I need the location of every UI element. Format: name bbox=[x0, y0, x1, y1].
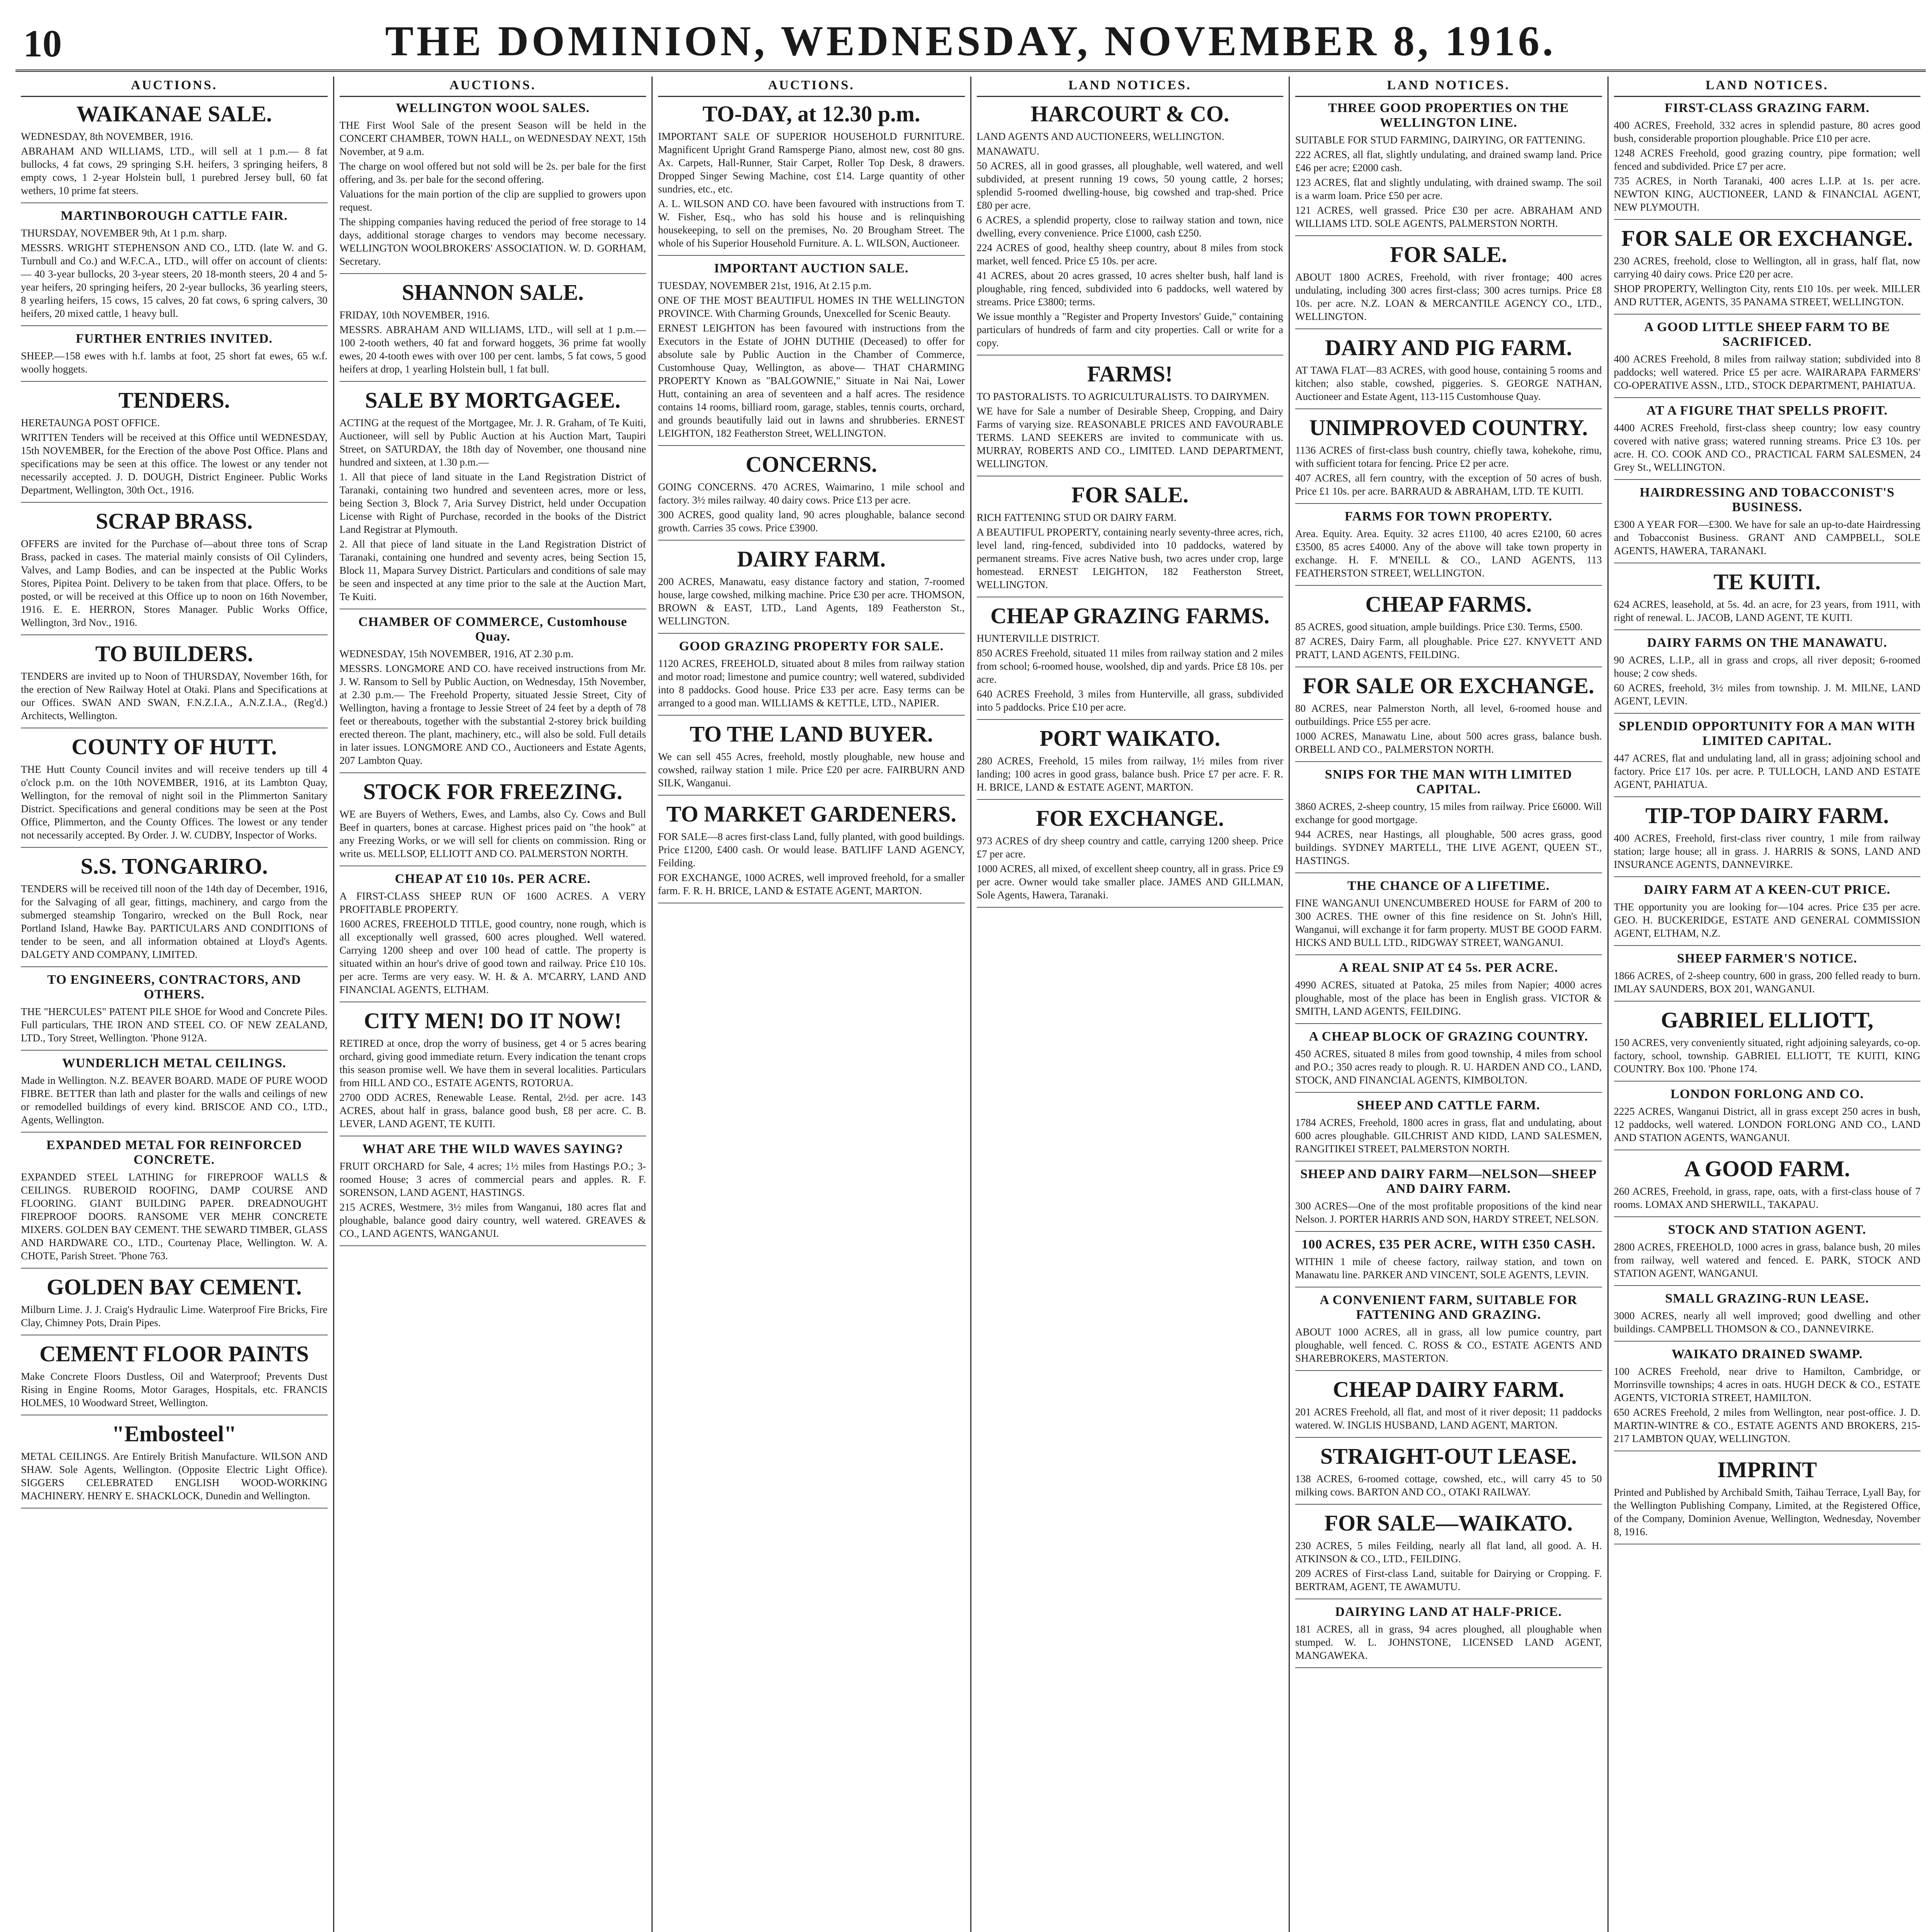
ad-heading: EXPANDED METAL FOR REINFORCED CONCRETE. bbox=[46, 1138, 302, 1167]
ad-heading: LONDON FORLONG AND CO. bbox=[1670, 1087, 1864, 1101]
ad-text: THE First Wool Sale of the present Season will be held in the CONCERT CHAMBER, TOWN HALL, on WEDNESDAY NEXT, 15th November, at 9 a.m. bbox=[339, 119, 646, 157]
ad-text: 150 ACRES, very conveniently situated, right adjoining saleyards, co-op. factory, school, township. GABRIEL ELLIOTT, TE KUITI, KING COUNTRY. Box 100. 'Phone 174. bbox=[1614, 1037, 1920, 1075]
advertisement bbox=[1614, 1347, 1921, 1451]
ad-text: 121 ACRES, well grassed. Price £30 per acre. ABRAHAM AND WILLIAMS LTD. SOLE AGENTS, PALMERSTON NORTH. bbox=[1295, 204, 1602, 229]
ad-text: 50 ACRES, all in good grasses, all ploughable, well watered, and well subdivided, at present running 19 cows, 50 young cattle, 2 horses; splendid 5-roomed dwelling-house, big cowshed and trap-shed. Price £80 per acre. bbox=[976, 160, 1283, 211]
advertisement bbox=[21, 1056, 328, 1133]
ad-heading: A REAL SNIP AT £4 5s. PER ACRE. bbox=[1339, 961, 1558, 975]
ad-text: 181 ACRES, all in grass, 94 acres ploughed, all ploughable when stumped. W. L. JOHNSTONE, LICENSED LAND AGENT, MANGAWEKA. bbox=[1295, 1623, 1602, 1661]
advertisement bbox=[340, 279, 646, 382]
ad-text: IMPORTANT SALE OF SUPERIOR HOUSEHOLD FURNITURE. Magnificent Upright Grand Ramsperge Piano, almost new, cost 80 gns. Ax. Carpets, Hall-Runner, Stair Carpet, Roller Top Desk, 8 drawers. Dropped Singer Sewing Machine, cost £14. Large quantity of other sundries, etc., etc. bbox=[658, 131, 965, 195]
advertisement bbox=[1295, 1167, 1602, 1232]
ad-text: 400 ACRES, Freehold, 332 acres in splendid pasture, 80 acres good bush, considerable proportion ploughable. Price £10 per acre. bbox=[1614, 119, 1920, 144]
ad-heading: WHAT ARE THE WILD WAVES SAYING? bbox=[362, 1142, 623, 1156]
ad-text: 6 ACRES, a splendid property, close to railway station and town, nice dwelling, every convenience. Price £1000, cash £250. bbox=[976, 214, 1283, 239]
advertisement bbox=[21, 332, 328, 382]
ad-text: WEDNESDAY, 8th NOVEMBER, 1916. bbox=[21, 131, 193, 142]
ad-text: SHEEP.—158 ewes with h.f. lambs at foot, 25 short fat ewes, 65 w.f. woolly hoggets. bbox=[21, 350, 328, 375]
advertisement bbox=[1295, 242, 1602, 329]
advertisement bbox=[1614, 485, 1921, 563]
ad-text: WE have for Sale a number of Desirable Sheep, Cropping, and Dairy Farms of varying size. REASONABLE PRICES AND FAVOURABLE TERMS. LAND SEEKERS are invited to communicate with us. MURRAY, ROBERTS AND CO., LIMITED. LAND DEPARTMENT, WELLINGTON. bbox=[976, 405, 1283, 469]
ad-text: 87 ACRES, Dairy Farm, all ploughable. Price £27. KNYVETT AND PRATT, LAND AGENTS, FEILDING. bbox=[1295, 636, 1602, 660]
advertisement bbox=[340, 101, 646, 274]
advertisement bbox=[658, 546, 965, 634]
advertisement bbox=[1614, 1087, 1921, 1150]
ad-text: 230 ACRES, freehold, close to Wellington, all in grass, half flat, now carrying 40 dairy cows. Price £20 per acre. bbox=[1614, 255, 1920, 280]
ad-text: 260 ACRES, Freehold, in grass, rape, oats, with a first-class house of 7 rooms. LOMAX AND SHERWILL, TAKAPAU. bbox=[1614, 1185, 1920, 1210]
advertisement bbox=[658, 721, 965, 796]
ad-heading: "Embosteel" bbox=[112, 1421, 236, 1446]
ad-text: A. L. WILSON AND CO. have been favoured with instructions from T. W. Fisher, Esq., who has sold his house and is relinquishing housekeeping, to sell on the premises, No. 20 Brougham Street. The whole of his Superior Household Furniture. A. L. WILSON, Auctioneer. bbox=[658, 198, 965, 249]
ad-text: SUITABLE FOR STUD FARMING, DAIRYING, OR FATTENING. bbox=[1295, 134, 1585, 146]
ad-heading: HARCOURT & CO. bbox=[1031, 101, 1230, 126]
ad-text: 1866 ACRES, of 2-sheep country, 600 in grass, 200 felled ready to burn. IMLAY SAUNDERS, BOX 201, WANGANUI. bbox=[1614, 970, 1920, 995]
advertisement bbox=[977, 361, 1284, 476]
ad-heading: HAIRDRESSING AND TOBACCONIST'S BUSINESS. bbox=[1639, 485, 1895, 514]
ad-heading: DAIRYING LAND AT HALF-PRICE. bbox=[1335, 1605, 1562, 1619]
ad-heading: FOR SALE OR EXCHANGE. bbox=[1621, 226, 1913, 251]
advertisement bbox=[1614, 719, 1921, 797]
ad-heading: TIP-TOP DAIRY FARM. bbox=[1645, 803, 1889, 828]
advertisement bbox=[658, 639, 965, 716]
ad-text: 100 ACRES Freehold, near drive to Hamilton, Cambridge, or Morrinsville townships; 4 acres in oats. HUGH DECK & CO., ESTATE AGENTS, VICTORIA STREET, HAMILTON. bbox=[1614, 1366, 1920, 1403]
column-3 bbox=[653, 77, 971, 1932]
ad-heading: FOR SALE. bbox=[1071, 482, 1189, 507]
ad-text: 1. All that piece of land situate in the Land Registration District of Taranaki, containing two hundred and seventeen acres, more or less, being Section 3, Block 7, Aria Survey District, held under Occupation License with Right of Purchase, recorded in the books of the District Land Registrar at Plymouth. bbox=[339, 471, 646, 535]
ad-text: RETIRED at once, drop the worry of business, get 4 or 5 acres bearing orchard, giving good immediate return. Every indication the tenant crops this season promise well. We have them in several localities. Particulars from HILL AND CO., ESTATE AGENTS, ROTORUA. bbox=[339, 1037, 646, 1088]
ad-text: 224 ACRES of good, healthy sheep country, about 8 miles from stock market, well fenced. Price £5 10s. per acre. bbox=[976, 242, 1283, 267]
ad-text: WE are Buyers of Wethers, Ewes, and Lambs, also Cy. Cows and Bull Beef in quarters, bones at carcase. Highest prices paid on "the hook" at any Freezing Works, or we will sell for clients on commission. Ring or write us. MELLSOP, ELLIOTT AND CO. PALMERSTON NORTH. bbox=[339, 808, 646, 859]
ad-text: SHOP PROPERTY, Wellington City, rents £10 10s. per week. MILLER AND RUTTER, AGENTS, 35 PANAMA STREET, WELLINGTON. bbox=[1614, 283, 1920, 308]
ad-heading: MARTINBOROUGH CATTLE FAIR. bbox=[61, 209, 288, 223]
advertisement bbox=[1295, 591, 1602, 667]
advertisement bbox=[977, 725, 1284, 800]
ad-heading: GABRIEL ELLIOTT, bbox=[1661, 1007, 1874, 1032]
ad-heading: TO-DAY, at 12.30 p.m. bbox=[702, 101, 920, 126]
ad-heading: STRAIGHT-OUT LEASE. bbox=[1320, 1444, 1577, 1469]
ad-heading: SCRAP BRASS. bbox=[95, 509, 253, 534]
column-header: LAND NOTICES. bbox=[977, 77, 1284, 97]
ad-heading: A CHEAP BLOCK OF GRAZING COUNTRY. bbox=[1309, 1029, 1588, 1044]
advertisement bbox=[1614, 403, 1921, 480]
ad-heading: A GOOD FARM. bbox=[1684, 1156, 1850, 1181]
column-2 bbox=[334, 77, 653, 1932]
ad-text: FRIDAY, 10th NOVEMBER, 1916. bbox=[339, 309, 490, 321]
advertisement bbox=[21, 508, 328, 635]
advertisement bbox=[21, 209, 328, 326]
ad-heading: FARMS! bbox=[1087, 361, 1173, 386]
column-1 bbox=[15, 77, 334, 1932]
ad-text: 1000 ACRES, all mixed, of excellent sheep country, all in grass. Price £9 per acre. Owner would take smaller place. JAMES AND GILLMAN, Sole Agents, Hawera, Taranaki. bbox=[976, 863, 1283, 901]
advertisement bbox=[340, 387, 646, 609]
column-header: AUCTIONS. bbox=[658, 77, 965, 97]
ad-text: 3860 ACRES, 2-sheep country, 15 miles from railway. Price £6000. Will exchange for good mortgage. bbox=[1295, 801, 1602, 825]
ad-heading: 100 ACRES, £35 PER ACRE, WITH £350 CASH. bbox=[1301, 1237, 1596, 1252]
ad-text: 450 ACRES, situated 8 miles from good township, 4 miles from school and P.O.; 350 acres ready to plough. R. U. HARDEN AND CO., LAND, STOCK, AND FINANCIAL AGENTS, KIMBOLTON. bbox=[1295, 1048, 1602, 1086]
advertisement bbox=[1614, 1291, 1921, 1342]
ad-text: THURSDAY, NOVEMBER 9th, At 1 p.m. sharp. bbox=[21, 227, 227, 239]
advertisement bbox=[1295, 1376, 1602, 1438]
ad-heading: SHANNON SALE. bbox=[401, 280, 584, 305]
advertisement bbox=[1295, 879, 1602, 955]
ad-text: MESSRS. LONGMORE AND CO. have received instructions from Mr. J. W. Ransom to Sell by Public Auction, on Wednesday, 15th November, at 2.30 p.m.— The Freehold Property, situated Jessie Street, City of Wellington, having a frontage to Jessie Street of 24 feet by a depth of 78 feet or thereabouts, together with the substantial 2-storey brick building erected thereon. The plant, machinery, etc., will also be sold. Full details in later issues. LONGMORE AND CO., Auctioneers and Estate Agents, 207 Lambton Quay. bbox=[339, 663, 646, 766]
ad-text: 2800 ACRES, FREEHOLD, 1000 acres in grass, balance bush, 20 miles from railway, well watered and fenced. E. PARK, STOCK AND STATION AGENT, WANGANUI. bbox=[1614, 1241, 1920, 1279]
ad-text: AT TAWA FLAT—83 ACRES, with good house, containing 5 rooms and kitchen; also stable, cowshed, piggeries. S. GEORGE NATHAN, Auctioneer and Estate Agent, 113-115 Customhouse Quay. bbox=[1295, 364, 1602, 402]
ad-heading: TO THE LAND BUYER. bbox=[689, 721, 933, 747]
ad-text: GOING CONCERNS. 470 ACRES, Waimarino, 1 mile school and factory. 3½ miles railway. 40 dairy cows. Price £13 per acre. bbox=[658, 481, 965, 506]
advertisement bbox=[977, 805, 1284, 908]
ad-text: 1000 ACRES, Manawatu Line, about 500 acres grass, balance bush. ORBELL AND CO., PALMERSTON NORTH. bbox=[1295, 730, 1602, 755]
page-number: 10 bbox=[23, 22, 62, 65]
ad-heading: AT A FIGURE THAT SPELLS PROFIT. bbox=[1646, 403, 1888, 418]
ad-text: METAL CEILINGS. Are Entirely British Manufacture. WILSON AND SHAW. Sole Agents, Wellington. (Opposite Electric Light Office). SIGGERS CELEBRATED ENGLISH WOOD-WORKING MACHINERY. HENRY E. SHACKLOCK, Dunedin and Wellington. bbox=[21, 1451, 328, 1502]
column-5 bbox=[1290, 77, 1609, 1932]
advertisement bbox=[21, 1274, 328, 1335]
advertisement bbox=[1295, 1510, 1602, 1599]
ad-text: 222 ACRES, all flat, slightly undulating, and drained swamp land. Price £46 per acre; £2000 cash. bbox=[1295, 149, 1602, 173]
advertisement bbox=[977, 482, 1284, 597]
ad-text: A BEAUTIFUL PROPERTY, containing nearly seventy-three acres, rich, level land, ring-fenced, subdivided into 10 paddocks, watered by permanent streams. Five acres Native bush, two acres under crop, large homestead. ERNEST LEIGHTON, 182 Featherston Street, WELLINGTON. bbox=[976, 526, 1283, 590]
ad-text: WRITTEN Tenders will be received at this Office until WEDNESDAY, 15th NOVEMBER, for the Erection of the above Post Office. Plans and specifications may be seen at this office. The lowest or any tender not necessarily accepted. J. D. DOUGH, District Engineer. Public Works Department, Wellington, 30th Oct., 1916. bbox=[21, 432, 328, 496]
advertisement bbox=[21, 641, 328, 728]
advertisement bbox=[1614, 1156, 1921, 1217]
ad-text: LAND AGENTS AND AUCTIONEERS, WELLINGTON. bbox=[976, 131, 1225, 142]
ad-text: FINE WANGANUI UNENCUMBERED HOUSE for FARM of 200 to 300 ACRES. THE owner of this fine residence on St. John's Hill, Wanganui, will exchange it for farm property. MUST BE GOOD FARM. HICKS AND BULL LTD., RIDGWAY STREET, WANGANUI. bbox=[1295, 897, 1602, 948]
ad-heading: IMPRINT bbox=[1717, 1457, 1817, 1482]
ad-heading: DAIRY AND PIG FARM. bbox=[1325, 335, 1572, 360]
ad-text: 650 ACRES Freehold, 2 miles from Wellington, near post-office. J. D. MARTIN-WINTRE & CO., ESTATE AGENTS AND BROKERS, 215-217 LAMBTON QUAY, WELLINGTON. bbox=[1614, 1406, 1920, 1444]
advertisement bbox=[658, 451, 965, 541]
ad-heading: CHEAP AT £10 10s. PER ACRE. bbox=[395, 872, 591, 886]
advertisement bbox=[340, 779, 646, 866]
ad-text: EXPANDED STEEL LATHING for FIREPROOF WALLS & CEILINGS. RUBEROID ROOFING, DAMP COURSE AND FLOORING. GIANT BUILDING PAPER. DREADNOUGHT FIREPROOF DOORS. RANSOME VER MEHR CONCRETE MIXERS. GOLDEN BAY CEMENT. THE SEWARD TIMBER, GLASS AND HARDWARE CO., LTD., Courtenay Place, Wellington. W. A. CHOTE, Parish Street. 'Phone 763. bbox=[21, 1171, 328, 1262]
ad-heading: FOR SALE. bbox=[1390, 242, 1507, 267]
ad-heading: WAIKATO DRAINED SWAMP. bbox=[1671, 1347, 1863, 1361]
ad-heading: CONCERNS. bbox=[745, 452, 877, 477]
ad-text: 80 ACRES, near Palmerston North, all level, 6-roomed house and outbuildings. Price £55 per acre. bbox=[1295, 702, 1602, 727]
advertisement bbox=[340, 872, 646, 1002]
ad-text: 201 ACRES Freehold, all flat, and most of it river deposit; 11 paddocks watered. W. INGLIS HUSBAND, LAND AGENT, MARTON. bbox=[1295, 1406, 1602, 1431]
advertisement bbox=[1614, 883, 1921, 946]
advertisement bbox=[1295, 1293, 1602, 1371]
column-6 bbox=[1609, 77, 1926, 1932]
ad-text: 2225 ACRES, Wanganui District, all in grass except 250 acres in bush, 12 paddocks, well watered. LONDON FORLONG AND CO., LAND AND STATION AGENTS, WANGANUI. bbox=[1614, 1105, 1920, 1143]
ad-text: THE "HERCULES" PATENT PILE SHOE for Wood and Concrete Piles. Full particulars, THE IRON AND STEEL CO. OF NEW ZEALAND, LTD., Tory Street, Wellington. 'Phone 912A. bbox=[21, 1006, 328, 1044]
ad-heading: WELLINGTON WOOL SALES. bbox=[396, 101, 590, 115]
ad-text: FRUIT ORCHARD for Sale, 4 acres; 1½ miles from Hastings P.O.; 3-roomed House; 3 acres of commercial pears and apples. R. F. SORENSON, LAND AGENT, HASTINGS. bbox=[339, 1160, 646, 1198]
ad-text: 90 ACRES, L.I.P., all in grass and crops, all river deposit; 6-roomed house; 2 cow sheds. bbox=[1614, 654, 1920, 679]
ad-text: A FIRST-CLASS SHEEP RUN OF 1600 ACRES. A VERY PROFITABLE PROPERTY. bbox=[339, 890, 646, 915]
advertisement bbox=[1614, 1457, 1921, 1544]
ad-text: 85 ACRES, good situation, ample buildings. Price £30. Terms, £500. bbox=[1295, 621, 1583, 633]
ad-heading: FOR SALE OR EXCHANGE. bbox=[1303, 673, 1594, 698]
ad-heading: CHEAP DAIRY FARM. bbox=[1333, 1377, 1565, 1402]
advertisement bbox=[1614, 1007, 1921, 1082]
ad-heading: SALE BY MORTGAGEE. bbox=[365, 388, 621, 413]
ad-heading: WUNDERLICH METAL CEILINGS. bbox=[62, 1056, 286, 1070]
advertisement bbox=[1295, 1605, 1602, 1668]
ad-text: 4990 ACRES, situated at Patoka, 25 miles from Napier; 4000 acres ploughable, most of the place has been in English grass. VICTOR & SMITH, LAND AGENTS, FEILDING. bbox=[1295, 979, 1602, 1017]
ad-heading: STOCK FOR FREEZING. bbox=[363, 779, 622, 804]
ad-text: WITHIN 1 mile of cheese factory, railway station, and town on Manawatu line. PARKER AND VINCENT, SOLE AGENTS, LEVIN. bbox=[1295, 1256, 1602, 1281]
ad-text: We can sell 455 Acres, freehold, mostly ploughable, new house and cowshed, railway station 1 mile. Price £20 per acre. FAIRBURN AND SILK, Wanganui. bbox=[658, 751, 965, 789]
ad-heading: SMALL GRAZING-RUN LEASE. bbox=[1665, 1291, 1869, 1306]
ad-text: 215 ACRES, Westmere, 3½ miles from Wanganui, 180 acres flat and ploughable, balance good dairy country, well watered. GREAVES & CO., LAND AGENTS, WANGANUI. bbox=[339, 1201, 646, 1239]
ad-text: Make Concrete Floors Dustless, Oil and Waterproof; Prevents Dust Rising in Engine Rooms, Motor Garages, Hospitals, etc. FRANCIS HOLMES, 10 Woodward Street, Wellington. bbox=[21, 1371, 328, 1408]
ad-heading: FOR EXCHANGE. bbox=[1036, 806, 1224, 831]
newspaper-title: THE DOMINION, WEDNESDAY, NOVEMBER 8, 1916. bbox=[385, 17, 1556, 65]
ad-text: The shipping companies having reduced the period of free storage to 14 days, additional storage charges to vendors may become necessary. WELLINGTON WOOLBROKERS' ASSOCIATION. W. D. GORHAM, Secretary. bbox=[339, 216, 646, 267]
ad-text: 123 ACRES, flat and slightly undulating, with drained swamp. The soil is a warm loam. Price £50 per acre. bbox=[1295, 177, 1602, 201]
ad-text: 3000 ACRES, nearly all well improved; good dwelling and other buildings. CAMPBELL THOMSON & CO., DANNEVIRKE. bbox=[1614, 1310, 1920, 1335]
masthead bbox=[15, 8, 1926, 72]
ad-text: 400 ACRES, Freehold, first-class river country, 1 mile from railway station; large house; all in grass. J. HARRIS & SONS, LAND AND INSURANCE AGENTS, DANNEVIRKE. bbox=[1614, 832, 1920, 870]
advertisement bbox=[1614, 1223, 1921, 1286]
advertisement bbox=[1295, 1029, 1602, 1093]
advertisement bbox=[340, 1142, 646, 1246]
advertisement bbox=[1295, 509, 1602, 586]
advertisement bbox=[340, 615, 646, 773]
advertisement bbox=[21, 853, 328, 967]
ad-heading: S.S. TONGARIRO. bbox=[80, 854, 268, 879]
ad-text: 138 ACRES, 6-roomed cottage, cowshed, etc., will carry 45 to 50 milking cows. BARTON AND CO., OTAKI RAILWAY. bbox=[1295, 1473, 1602, 1498]
advertisement bbox=[1614, 569, 1921, 630]
ad-text: ABRAHAM AND WILLIAMS, LTD., will sell at 1 p.m.— 8 fat bullocks, 4 fat cows, 29 springing S.H. heifers, 3 springing heifers, 8 empty cows, 1 2-year Holstein bull, 1 purebred Jersey bull, 60 fat wethers, 10 prime fat steers. bbox=[21, 145, 328, 196]
advertisement bbox=[977, 603, 1284, 720]
ad-text: £300 A YEAR FOR—£300. We have for sale an up-to-date Hairdressing and Tobacconist Business. GRANT AND CAMPBELL, SOLE AGENTS, HAWERA, TARANAKI. bbox=[1614, 519, 1920, 556]
ad-heading: CEMENT FLOOR PAINTS bbox=[39, 1341, 309, 1366]
advertisement bbox=[1295, 335, 1602, 409]
advertisement bbox=[1295, 1098, 1602, 1162]
column-header: LAND NOTICES. bbox=[1614, 77, 1921, 97]
ad-text: WEDNESDAY, 15th NOVEMBER, 1916, AT 2.30 p.m. bbox=[339, 648, 574, 660]
ad-text: 230 ACRES, 5 miles Feilding, nearly all flat land, all good. A. H. ATKINSON & CO., LTD., FEILDING. bbox=[1295, 1540, 1602, 1565]
ad-text: 624 ACRES, leasehold, at 5s. 4d. an acre, for 23 years, from 1911, with right of renewal. L. JACOB, LAND AGENT, TE KUITI. bbox=[1614, 599, 1920, 623]
advertisement bbox=[21, 973, 328, 1051]
ad-heading: SNIPS FOR THE MAN WITH LIMITED CAPITAL. bbox=[1325, 767, 1572, 796]
ad-text: MESSRS. ABRAHAM AND WILLIAMS, LTD., will sell at 1 p.m.— 100 2-tooth wethers, 40 fat and forward hoggets, 36 prime fat woolly ewes, 20 4-tooth ewes with over 100 per cent. lambs, 5 fat cows, 5 good heifers at drop, 1 yearling Holstein bull, 1 fat bull. bbox=[339, 324, 646, 375]
ad-text: 300 ACRES, good quality land, 90 acres ploughable, balance second growth. Carries 35 cows. Price £3900. bbox=[658, 509, 965, 534]
advertisement bbox=[1295, 961, 1602, 1024]
ad-text: 300 ACRES—One of the most profitable propositions of the kind near Nelson. J. PORTER HARRIS AND SON, HARDY STREET, NELSON. bbox=[1295, 1200, 1602, 1225]
ad-text: Milburn Lime. J. J. Craig's Hydraulic Lime. Waterproof Fire Bricks, Fire Clay, Chimney Pots, Drain Pipes. bbox=[21, 1304, 328, 1328]
ad-text: 1248 ACRES Freehold, good grazing country, pipe formation; well fenced and subdivided. Price £7 per acre. bbox=[1614, 147, 1920, 172]
advertisement bbox=[340, 1008, 646, 1136]
ad-text: MANAWATU. bbox=[976, 145, 1039, 157]
ad-heading: FIRST-CLASS GRAZING FARM. bbox=[1665, 101, 1870, 115]
ad-text: RICH FATTENING STUD OR DAIRY FARM. bbox=[976, 512, 1177, 523]
ad-text: 280 ACRES, Freehold, 15 miles from railway, 1½ miles from river landing; 100 acres in good grass, balance bush. Price £7 per acre. F. R. H. BRICE, LAND & ESTATE AGENT, MARTON. bbox=[976, 755, 1283, 793]
ad-text: 640 ACRES Freehold, 3 miles from Hunterville, all grass, subdivided into 5 paddocks. Price £10 per acre. bbox=[976, 688, 1283, 713]
advertisement bbox=[1614, 803, 1921, 877]
advertisement bbox=[1614, 636, 1921, 714]
ad-heading: CITY MEN! DO IT NOW! bbox=[364, 1008, 622, 1033]
ad-text: Valuations for the main portion of the clip are supplied to growers upon request. bbox=[339, 188, 646, 213]
ad-heading: THREE GOOD PROPERTIES ON THE WELLINGTON LINE. bbox=[1328, 101, 1569, 130]
ad-text: 200 ACRES, Manawatu, easy distance factory and station, 7-roomed house, large cowshed, milking machine. Price £30 per acre. THOMSON, BROWN & EAST, LTD., Land Agents, 189 Featherston St., WELLINGTON. bbox=[658, 576, 965, 627]
ad-heading: GOOD GRAZING PROPERTY FOR SALE. bbox=[679, 639, 944, 653]
ad-text: 1136 ACRES of first-class bush country, chiefly tawa, kohekohe, rimu, with sufficient totara for fencing. Price £2 per acre. bbox=[1295, 444, 1602, 469]
advertisement bbox=[21, 734, 328, 848]
ad-heading: DAIRY FARM AT A KEEN-CUT PRICE. bbox=[1644, 883, 1891, 897]
ad-text: MESSRS. WRIGHT STEPHENSON AND CO., LTD. (late W. and G. Turnbull and Co.) and W.F.C.A., LTD., will offer on account of clients:— 40 3-year bullocks, 20 3-year steers, 20 18-month steers, 20 4 and 5-year heifers, 20 springing heifers, 20 2-year bullocks, 36 yearling steers, 8 yearling heifers, 15 cows, 15 calves, 20 fat cows, 6 spring calvers, 30 heifers, 20 mixed cattle, 1 heavy bull. bbox=[21, 242, 328, 319]
ad-text: OFFERS are invited for the Purchase of—about three tons of Scrap Brass, packed in cases. The material mainly consists of Oil Cylinders, Valves, and Lamp Bodies, and can be inspected at the Public Works Stores, Pipitea Point. Delivery to be taken from that place. Offers, to be posted, or will be received at this Office up to noon on 16th November, 1916. E. E. HERRON, Stores Manager. Public Works Office, Wellington, 3rd Nov., 1916. bbox=[21, 538, 328, 628]
advertisement bbox=[658, 261, 965, 446]
ad-text: 850 ACRES Freehold, situated 11 miles from railway station and 2 miles from school; 6-roomed house, woolshed, dip and yards. Price £8 10s. per acre. bbox=[976, 647, 1283, 685]
ad-text: 2700 ODD ACRES, Renewable Lease. Rental, 2½d. per acre. 143 ACRES, about half in grass, balance good bush, £8 per acre. C. B. LEVER, LAND AGENT, TE KUITI. bbox=[339, 1092, 646, 1129]
advertisement bbox=[1614, 951, 1921, 1002]
ad-text: We issue monthly a "Register and Property Investors' Guide," containing particulars of hundreds of farm and city properties. Call or write for a copy. bbox=[976, 311, 1283, 349]
ad-text: ABOUT 1000 ACRES, all in grass, all low pumice country, part ploughable, well fenced. C. ROSS & CO., ESTATE AGENTS AND SHAREBROKERS, MASTERTON. bbox=[1295, 1326, 1602, 1364]
ad-text: 1784 ACRES, Freehold, 1800 acres in grass, flat and undulating, about 600 acres ploughable. GILCHRIST AND KIDD, LAND SALESMEN, RANGITIKEI STREET, PALMERSTON NORTH. bbox=[1295, 1117, 1602, 1155]
ad-text: TENDERS will be received till noon of the 14th day of December, 1916, for the Salvaging of all gear, fittings, machinery, and cargo from the submerged steamship Tongariro, wrecked on the Bull Rock, near Portland Island, Hawke Bay. PARTICULARS AND CONDITIONS of tender to be seen, and all information obtained at Lloyd's Agents. DALGETY AND COMPANY, LIMITED. bbox=[21, 883, 328, 960]
ad-heading: IMPORTANT AUCTION SALE. bbox=[714, 261, 909, 276]
ad-text: TO PASTORALISTS. TO AGRICULTURALISTS. TO DAIRYMEN. bbox=[976, 391, 1269, 402]
ad-text: ONE OF THE MOST BEAUTIFUL HOMES IN THE WELLINGTON PROVINCE. With Charming Grounds, Unexcelled for Scenic Beauty. bbox=[658, 294, 965, 319]
advertisement bbox=[21, 1138, 328, 1269]
advertisement bbox=[977, 101, 1284, 355]
ad-text: TUESDAY, NOVEMBER 21st, 1916, At 2.15 p.m. bbox=[658, 280, 872, 291]
ad-heading: TO BUILDERS. bbox=[95, 641, 253, 666]
ad-heading: TO ENGINEERS, CONTRACTORS, AND OTHERS. bbox=[47, 973, 301, 1002]
ad-heading: WAIKANAE SALE. bbox=[76, 101, 272, 126]
ad-heading: TE KUITI. bbox=[1713, 569, 1821, 594]
ad-heading: SHEEP FARMER'S NOTICE. bbox=[1677, 951, 1857, 966]
ad-text: ACTING at the request of the Mortgagee, Mr. J. R. Graham, of Te Kuiti, Auctioneer, will sell by Public Auction at his Auction Mart, Taupiri Street, on SATURDAY, the 18th day of November, one thousand nine hundred and sixteen, at 1.30 p.m.— bbox=[339, 417, 646, 468]
column-header: AUCTIONS. bbox=[340, 77, 646, 97]
ad-text: HERETAUNGA POST OFFICE. bbox=[21, 417, 160, 429]
ad-text: 944 ACRES, near Hastings, all ploughable, 500 acres grass, good buildings. SYDNEY MARTELL, THE LIVE AGENT, QUEEN ST., HASTINGS. bbox=[1295, 828, 1602, 866]
ad-heading: COUNTY OF HUTT. bbox=[71, 734, 277, 759]
column-header: LAND NOTICES. bbox=[1295, 77, 1602, 97]
ad-text: THE Hutt County Council invites and will receive tenders up till 4 o'clock p.m. on the 10th NOVEMBER, 1916, at its Lambton Quay, Wellington, for the removal of night soil in the Plimmerton Sanitary District. Specifications and general conditions may be seen at the Post Office, Plimmerton, and the County Offices. The lowest or any tender not necessarily accepted. By Order. J. W. CUDBY, Inspector of Works. bbox=[21, 764, 328, 841]
ad-text: 1600 ACRES, FREEHOLD TITLE, good country, none rough, which is all exceptionally well grassed, 600 acres ploughed. Well watered. Carrying 1200 sheep and over 100 head of cattle. The property is situated within an hour's drive of good town and railway. Price £10 10s. per acre. Terms are very easy. W. H. & A. M'CARRY, LAND AND FINANCIAL AGENTS, ELTHAM. bbox=[339, 918, 646, 995]
advertisement bbox=[1295, 101, 1602, 236]
columns-container bbox=[15, 77, 1926, 1932]
ad-text: TENDERS are invited up to Noon of THURSDAY, November 16th, for the erection of New Railway Hotel at Otaki. Plans and Specifications at our Offices. SWAN AND SWAN, F.N.Z.I.A., A.N.Z.I.A., (Reg'd.) Architects, Wellington. bbox=[21, 670, 328, 721]
ad-heading: STOCK AND STATION AGENT. bbox=[1668, 1223, 1866, 1237]
ad-text: Printed and Published by Archibald Smith, Taihau Terrace, Lyall Bay, for the Wellington Publishing Company, Limited, at the Registered Office, of the Company, Dominion Avenue, Wellington, Wednesday, November 8, 1916. bbox=[1614, 1486, 1920, 1537]
advertisement bbox=[1614, 320, 1921, 398]
ad-text: 1120 ACRES, FREEHOLD, situated about 8 miles from railway station and motor road; limestone and pumice country; well watered, subdivided into 8 paddocks. Good house. Price £33 per acre. Easy terms can be arranged to a good man. WILLIAMS & KETTLE, LTD., NAPIER. bbox=[658, 658, 965, 709]
ad-heading: FURTHER ENTRIES INVITED. bbox=[76, 332, 273, 346]
newspaper-page bbox=[15, 8, 1926, 1932]
ad-text: 407 ACRES, all fern country, with the exception of 50 acres of bush. Price £1 10s. per acre. BARRAUD & ABRAHAM, LTD. TE KUITI. bbox=[1295, 472, 1602, 497]
ad-heading: SHEEP AND CATTLE FARM. bbox=[1357, 1098, 1540, 1112]
ad-heading: GOLDEN BAY CEMENT. bbox=[46, 1274, 302, 1299]
ad-text: Made in Wellington. N.Z. BEAVER BOARD. MADE OF PURE WOOD FIBRE. BETTER than lath and plaster for the walls and ceilings of new or remodelled buildings of every kind. BRISCOE AND CO., LTD., Agents, Wellington. bbox=[21, 1075, 328, 1126]
ad-heading: FOR SALE—WAIKATO. bbox=[1324, 1510, 1573, 1536]
ad-text: 447 ACRES, flat and undulating land, all in grass; adjoining school and factory. Price £17 10s. per acre. P. TULLOCH, LAND AND ESTATE AGENT, PAHIATUA. bbox=[1614, 752, 1920, 790]
ad-text: 400 ACRES Freehold, 8 miles from railway station; subdivided into 8 paddocks; well watered. Price £5 per acre. WAIRARAPA FARMERS' CO-OPERATIVE ASSN., LTD., STOCK DEPARTMENT, PAHIATUA. bbox=[1614, 353, 1920, 391]
advertisement bbox=[1614, 101, 1921, 220]
advertisement bbox=[1614, 225, 1921, 315]
column-4 bbox=[971, 77, 1290, 1932]
ad-heading: THE CHANCE OF A LIFETIME. bbox=[1347, 879, 1550, 893]
ad-text: 973 ACRES of dry sheep country and cattle, carrying 1200 sheep. Price £7 per acre. bbox=[976, 835, 1283, 860]
ad-text: FOR SALE—8 acres first-class Land, fully planted, with good buildings. Price £1200, £400 cash. Or would lease. BATLIFF LAND AGENCY, Feilding. bbox=[658, 831, 965, 869]
ad-heading: PORT WAIKATO. bbox=[1039, 726, 1220, 751]
advertisement bbox=[21, 387, 328, 503]
advertisement bbox=[1295, 1443, 1602, 1505]
ad-heading: TENDERS. bbox=[118, 388, 230, 413]
ad-text: HUNTERVILLE DISTRICT. bbox=[976, 633, 1100, 644]
ad-heading: SHEEP AND DAIRY FARM—NELSON—SHEEP AND DAIRY FARM. bbox=[1300, 1167, 1597, 1196]
ad-text: Area. Equity. Area. Equity. 32 acres £1100, 40 acres £2100, 60 acres £3500, 85 acres £4000. Any of the above will take town property in exchange. H. F. M'NEILL & CO., LAND AGENTS, 113 FEATHERSTON STREET, WELLINGTON. bbox=[1295, 528, 1602, 579]
advertisement bbox=[1295, 415, 1602, 504]
column-header: AUCTIONS. bbox=[21, 77, 328, 97]
ad-text: THE opportunity you are looking for—104 acres. Price £35 per acre. GEO. H. BUCKERIDGE, ESTATE AND GENERAL COMMISSION AGENT, ELTHAM, N.Z. bbox=[1614, 901, 1920, 939]
ad-heading: DAIRY FARM. bbox=[737, 546, 886, 571]
ad-text: 60 ACRES, freehold, 3½ miles from township. J. M. MILNE, LAND AGENT, LEVIN. bbox=[1614, 682, 1920, 707]
ad-text: ERNEST LEIGHTON has been favoured with instructions from the Executors in the Estate of JOHN DUTHIE (Deceased) to offer for absolute sale by Public Auction in the Chamber of Commerce, Customhouse Quay, Wellington, as above— THAT CHARMING PROPERTY Known as "BALGOWNIE," Situate in Nai Nai, Lower Hutt, containing an area of seventeen and a half acres. The residence contains 14 rooms, billiard room, garage, stables, tennis courts, orchard, and grounds beautifully laid out in lawns and shrubberies. ERNEST LEIGHTON, 182 Featherston Street, WELLINGTON. bbox=[658, 322, 965, 439]
advertisement bbox=[658, 101, 965, 256]
advertisement bbox=[1295, 1237, 1602, 1287]
advertisement bbox=[21, 1341, 328, 1415]
ad-heading: UNIMPROVED COUNTRY. bbox=[1309, 415, 1588, 440]
ad-heading: DAIRY FARMS ON THE MANAWATU. bbox=[1647, 636, 1887, 650]
ad-heading: FARMS FOR TOWN PROPERTY. bbox=[1345, 509, 1553, 524]
ad-heading: A CONVENIENT FARM, SUITABLE FOR FATTENING AND GRAZING. bbox=[1320, 1293, 1578, 1322]
ad-heading: CHEAP GRAZING FARMS. bbox=[990, 603, 1270, 628]
ad-text: 4400 ACRES Freehold, first-class sheep country; low easy country covered with native grass; watered running streams. Price £3 10s. per acre. H. CO. COOK AND CO., PRACTICAL FARM SALESMEN, 24 Grey St., WELLINGTON. bbox=[1614, 422, 1920, 473]
ad-text: FOR EXCHANGE, 1000 ACRES, well improved freehold, for a smaller farm. F. R. H. BRICE, LAND & ESTATE AGENT, MARTON. bbox=[658, 872, 965, 896]
ad-text: 735 ACRES, in North Taranaki, 400 acres L.I.P. at 1s. per acre. NEWTON KING, AUCTIONEER, LAND & FINANCIAL AGENT, NEW PLYMOUTH. bbox=[1614, 175, 1920, 213]
ad-text: 41 ACRES, about 20 acres grassed, 10 acres shelter bush, half land is ploughable, ring fenced, subdivided into 6 paddocks, well watered by streams. Price £3800; terms. bbox=[976, 270, 1283, 308]
ad-text: 2. All that piece of land situate in the Land Registration District of Taranaki, containing one hundred and seventy acres, being Section 15, Block 11, Mapara Survey District. Particulars and conditions of sale may be seen and inspected at any time prior to the sale at the Auction Mart, Te Kuiti. bbox=[339, 538, 646, 602]
ad-text: ABOUT 1800 ACRES, Freehold, with river frontage; 400 acres undulating, including 300 acres first-class; 300 acres turnips. Price £8 10s. per acre. N.Z. LOAN & MERCANTILE AGENCY CO., LTD., WELLINGTON. bbox=[1295, 271, 1602, 322]
advertisement bbox=[1295, 673, 1602, 762]
advertisement bbox=[21, 101, 328, 203]
ad-heading: CHEAP FARMS. bbox=[1365, 592, 1532, 617]
ad-text: 209 ACRES of First-class Land, suitable for Dairying or Cropping. F. BERTRAM, AGENT, TE AWAMUTU. bbox=[1295, 1568, 1602, 1592]
advertisement bbox=[658, 801, 965, 903]
ad-heading: TO MARKET GARDENERS. bbox=[666, 801, 956, 827]
ad-heading: SPLENDID OPPORTUNITY FOR A MAN WITH LIMITED CAPITAL. bbox=[1619, 719, 1916, 748]
advertisement bbox=[1295, 767, 1602, 873]
ad-heading: CHAMBER OF COMMERCE, Customhouse Quay. bbox=[358, 615, 628, 644]
advertisement bbox=[21, 1421, 328, 1509]
ad-heading: A GOOD LITTLE SHEEP FARM TO BE SACRIFICED. bbox=[1644, 320, 1890, 349]
ad-text: The charge on wool offered but not sold will be 2s. per bale for the first offering, and 3s. per bale for the second offering. bbox=[339, 160, 646, 185]
